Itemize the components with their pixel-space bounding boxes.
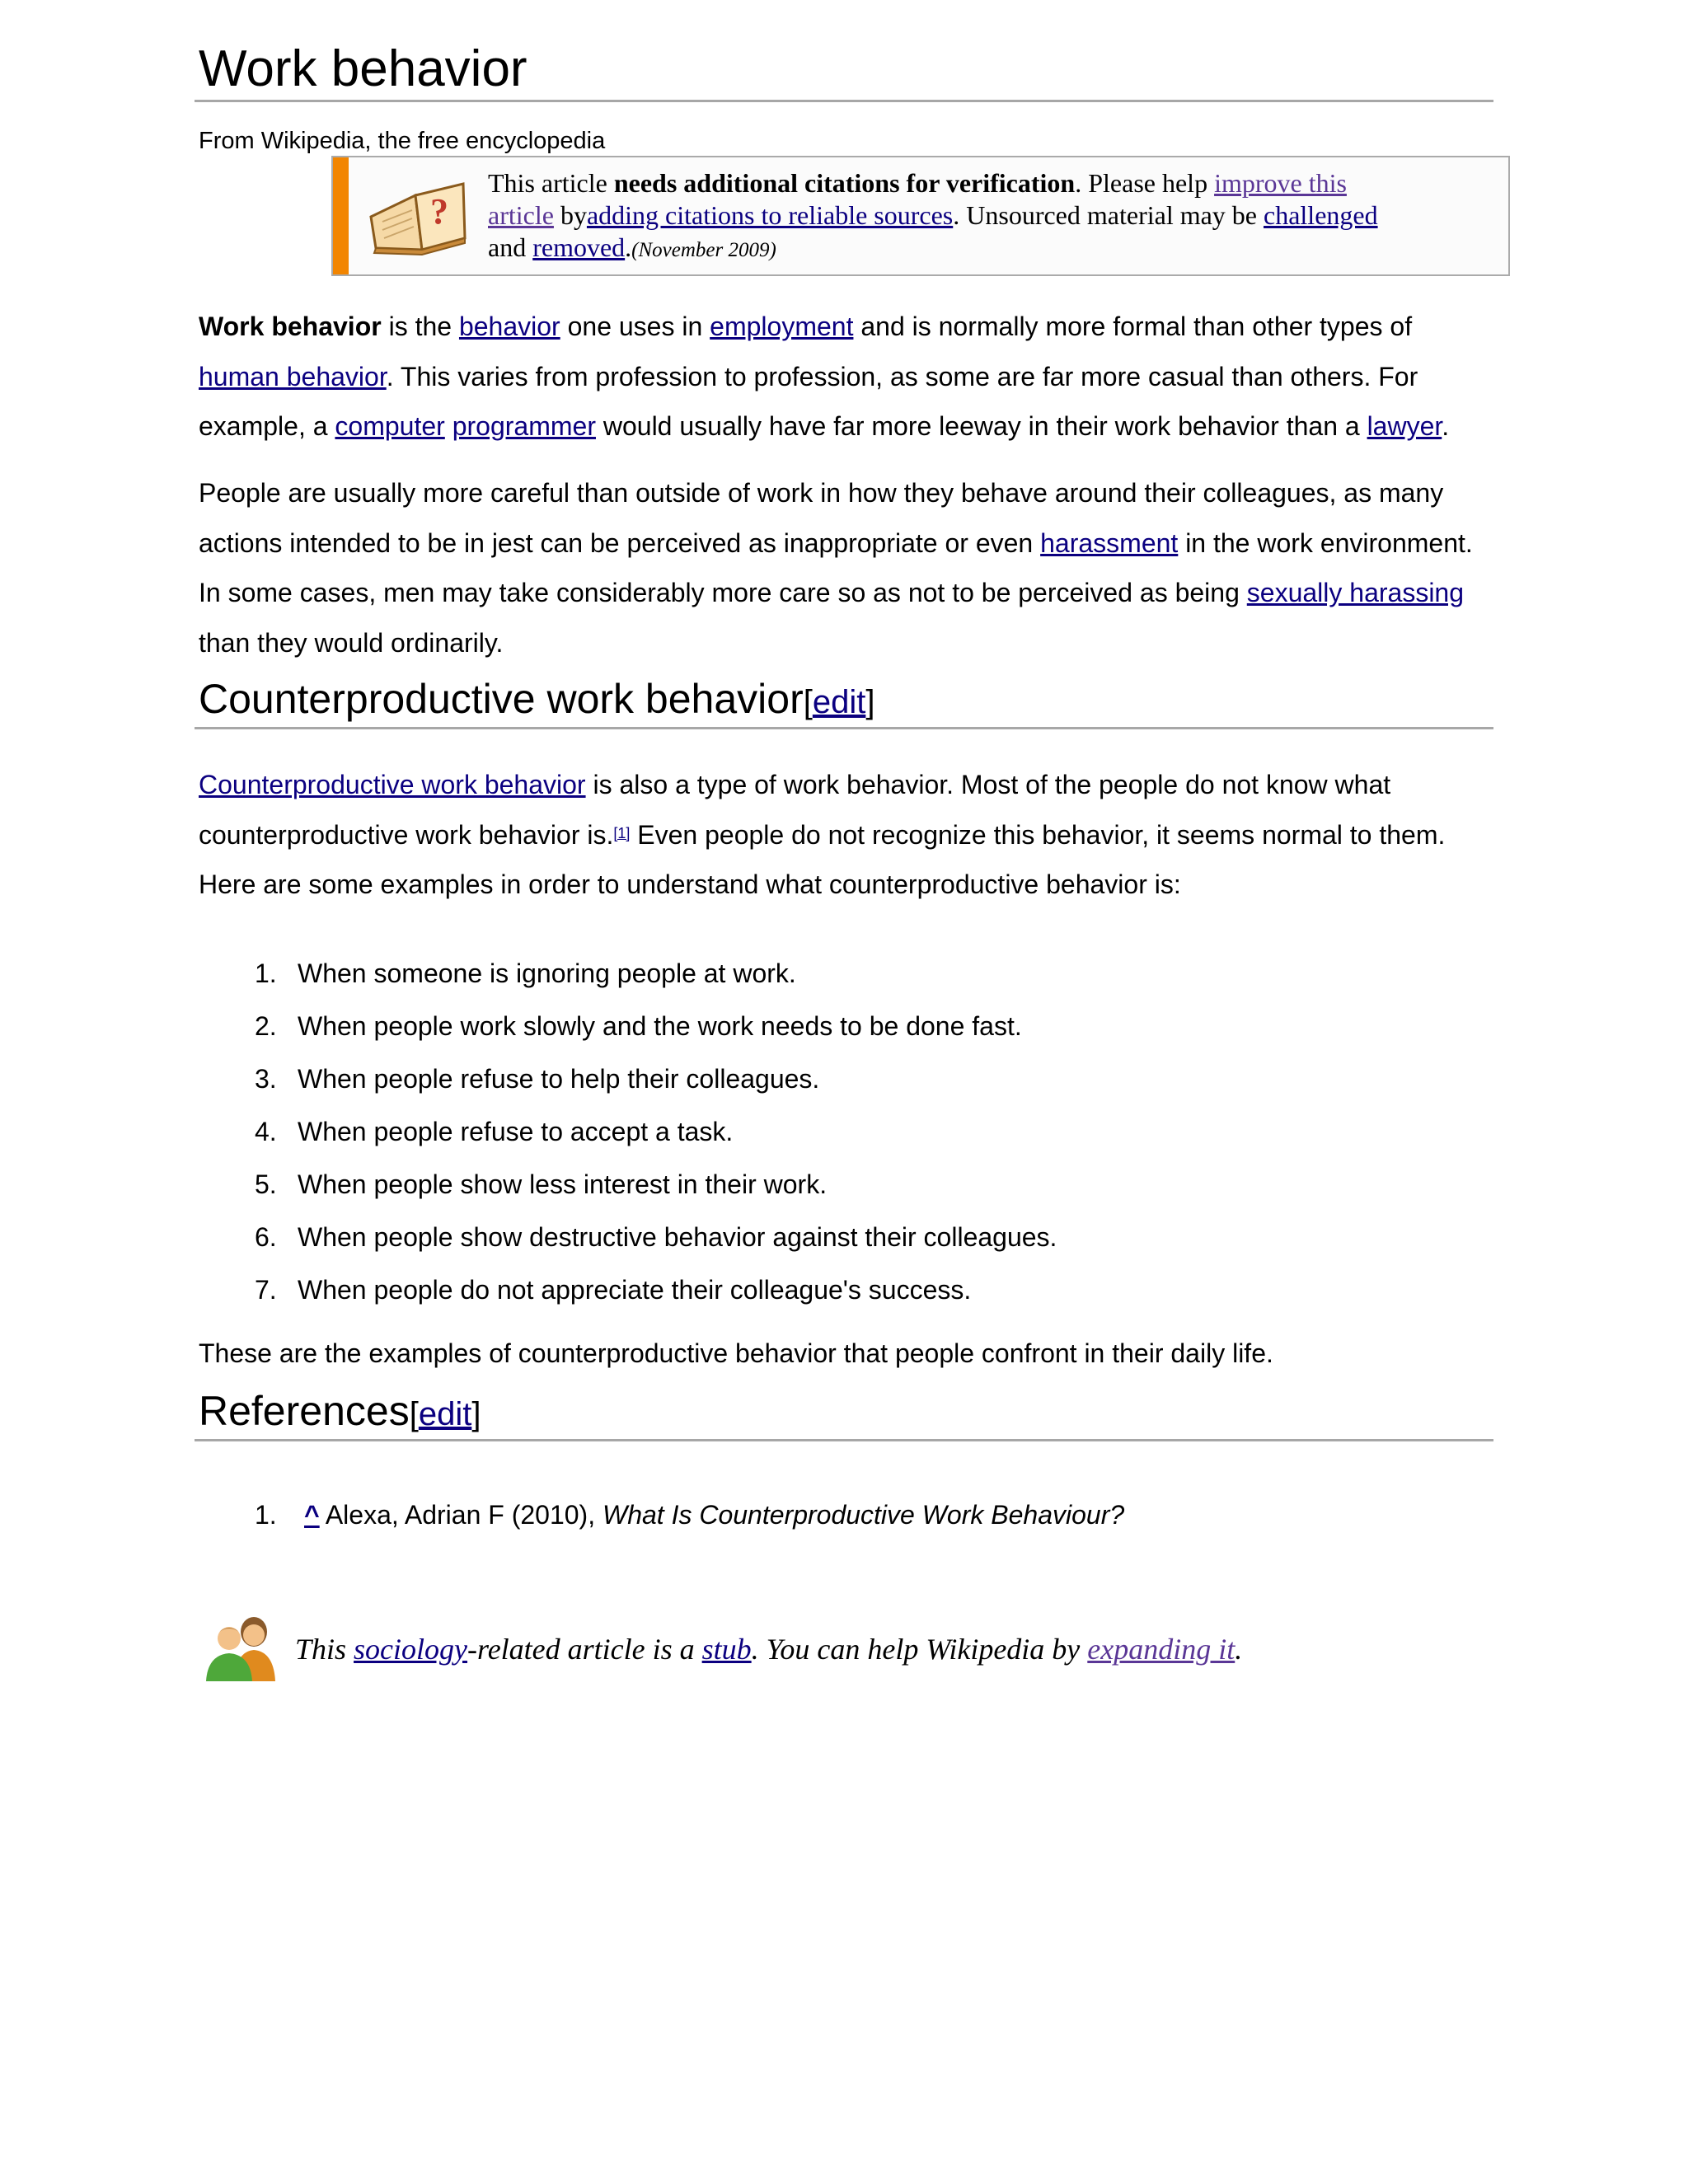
stub-notice — [295, 1630, 1490, 1668]
improve-article-link[interactable]: improve this article — [488, 168, 1347, 230]
notice-text-part: by — [553, 200, 587, 230]
section-heading-references — [199, 1386, 1493, 1439]
computer-link[interactable]: computer — [335, 411, 445, 441]
paragraph-text: one uses in — [560, 312, 710, 341]
list-item — [199, 957, 1493, 1010]
section-heading-counterproductive — [199, 674, 1493, 727]
section-divider — [195, 1439, 1493, 1441]
notice-accent-bar — [333, 157, 349, 274]
paragraph-text: is the — [381, 312, 459, 341]
harassment-link[interactable]: harassment — [1040, 527, 1179, 558]
list-item-text: When people refuse to help their colleagues. — [298, 1064, 820, 1094]
paragraph-text: and is normally more formal than other types of — [853, 312, 1413, 341]
edit-bracket: ] — [471, 1396, 481, 1432]
notice-text-part: and — [488, 232, 533, 262]
reference-author: Alexa, Adrian F (2010), — [319, 1500, 603, 1530]
stub-text-part: This — [295, 1633, 354, 1666]
programmer-link[interactable]: programmer — [452, 411, 596, 441]
notice-text-part: . — [625, 232, 632, 262]
adding-citations-link[interactable]: adding citations to reliable sources — [586, 200, 954, 230]
paragraph-text: Even people do not recognize this behavior, it seems normal to them. Here are some examples in order to understand what counterproductive behavior is: — [199, 819, 1446, 899]
stub-text-part: -related article is a — [467, 1633, 702, 1666]
title-divider — [195, 100, 1493, 102]
cwb-closing-paragraph: These are the examples of counterproductive behavior that people confront in their daily life. — [199, 1338, 1273, 1368]
notice-text-part: This article — [488, 168, 614, 198]
list-item-number: 6. — [255, 1222, 277, 1252]
svg-text:?: ? — [430, 191, 448, 232]
list-item-text: When people refuse to accept a task. — [298, 1117, 734, 1146]
list-item — [199, 1115, 1493, 1168]
edit-bracket: [ — [409, 1396, 419, 1432]
tagline: From Wikipedia, the free encyclopedia — [199, 128, 606, 154]
edit-bracket: [ — [803, 684, 813, 720]
challenged-link[interactable]: challenged — [1264, 200, 1378, 230]
removed-link[interactable]: removed — [532, 232, 626, 262]
notice-text-part: . Unsourced material may be — [953, 200, 1264, 230]
list-item-number: 2. — [255, 1011, 277, 1041]
paragraph-text: People are usually more careful than outside of work in how they behave around their colleagues, as many actions intended to be in jest can be perceived as inappropriate or even — [199, 478, 1444, 558]
people-icon — [201, 1614, 287, 1681]
cwb-paragraph — [199, 760, 1493, 910]
reference-item — [199, 1498, 1493, 1551]
lead-term: Work behavior — [199, 312, 382, 341]
reference-1-link[interactable]: [1] — [613, 824, 631, 841]
list-item-number: 1. — [255, 958, 277, 988]
section-heading-text: References — [199, 1388, 410, 1434]
list-item-text: When people show less interest in their work. — [298, 1169, 828, 1199]
list-item-text: When someone is ignoring people at work. — [298, 958, 796, 988]
intro-paragraph-1 — [199, 302, 1493, 452]
references-list — [199, 1498, 1493, 1551]
counterproductive-work-behavior-link[interactable]: Counterproductive work behavior — [199, 770, 586, 799]
paragraph-text: would usually have far more leeway in their work behavior than a — [595, 411, 1367, 441]
paragraph-text: is also a type of work behavior. Most of the people do not know what counterproductive work behavior is. — [199, 770, 1391, 850]
paragraph-text: than they would ordinarily. — [199, 627, 504, 658]
stub-link[interactable]: stub — [701, 1633, 752, 1666]
edit-section-control — [804, 684, 875, 720]
section-heading-text: Counterproductive work behavior — [199, 676, 804, 722]
paragraph-text: . — [1442, 411, 1450, 441]
notice-text — [488, 167, 1411, 266]
notice-date: (November 2009) — [631, 239, 776, 261]
edit-section-link[interactable]: edit — [418, 1396, 472, 1432]
behavior-link[interactable]: behavior — [458, 312, 560, 341]
stub-text-part: . You can help Wikipedia by — [751, 1633, 1088, 1666]
stub-text-part: . — [1235, 1633, 1243, 1666]
list-item-number: 4. — [255, 1117, 277, 1146]
paragraph-text: . This varies from profession to profession, as some are far more casual than others. For example, a — [199, 361, 1418, 441]
page-title: Work behavior — [199, 40, 528, 97]
paragraph-text — [445, 411, 452, 441]
list-item-text: When people do not appreciate their colleague's success. — [298, 1275, 972, 1305]
sexually-harassing-link[interactable]: sexually harassing — [1246, 578, 1465, 607]
reference-number: 1. — [255, 1500, 277, 1530]
edit-section-control — [410, 1396, 481, 1432]
list-item-number: 7. — [255, 1275, 277, 1305]
human-behavior-link[interactable]: human behavior — [199, 361, 387, 391]
employment-link[interactable]: employment — [710, 312, 854, 341]
section-divider — [195, 727, 1493, 729]
notice-bold-text: needs additional citations for verification — [613, 168, 1076, 198]
reference-text — [304, 1498, 1124, 1531]
list-item — [199, 1062, 1493, 1115]
edit-section-link[interactable]: edit — [812, 684, 866, 720]
sociology-link[interactable]: sociology — [354, 1633, 468, 1666]
reference-title: What Is Counterproductive Work Behaviour? — [602, 1500, 1125, 1530]
notice-text-part: . Please help — [1075, 168, 1215, 198]
expanding-it-link[interactable]: expanding it — [1087, 1633, 1236, 1666]
list-item — [199, 1010, 1493, 1062]
list-item-text: When people show destructive behavior against their colleagues. — [298, 1222, 1057, 1252]
list-item-number: 5. — [255, 1169, 277, 1199]
list-item — [199, 1168, 1493, 1221]
edit-bracket: ] — [865, 684, 875, 720]
lawyer-link[interactable]: lawyer — [1367, 411, 1442, 441]
intro-paragraph-2 — [199, 468, 1493, 668]
paragraph-text: in the work environment. In some cases, men may take considerably more care so as not to be perceived as being — [199, 527, 1473, 607]
question-book-icon — [364, 169, 471, 260]
reference-backlink[interactable]: ^ — [304, 1500, 320, 1530]
list-item-text: When people work slowly and the work needs to be done fast. — [298, 1011, 1022, 1041]
citation-notice-box — [331, 156, 1510, 276]
list-item-number: 3. — [255, 1064, 277, 1094]
list-item — [199, 1221, 1493, 1273]
examples-list — [199, 957, 1493, 1326]
list-item — [199, 1273, 1493, 1326]
